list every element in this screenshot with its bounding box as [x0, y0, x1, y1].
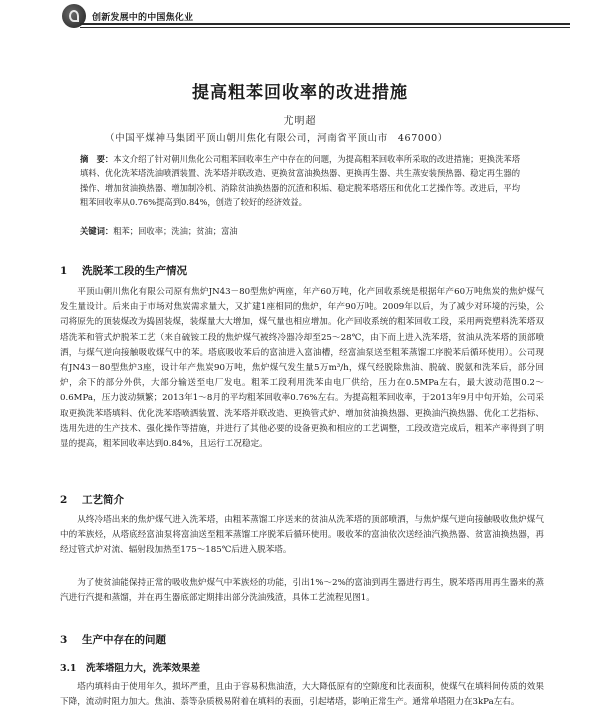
paper-title: 提高粗苯回收率的改进措施: [192, 83, 408, 103]
author-name: 尤明超: [283, 116, 317, 127]
abstract-label: 摘 要：: [80, 154, 114, 164]
journal-name: 创新发展中的中国焦化业: [92, 13, 194, 23]
subsection-number: 3.1: [60, 663, 77, 674]
keywords-text: 粗苯；回收率；洗油；贫油；富油: [113, 226, 238, 236]
section-title: 生产中存在的问题: [82, 634, 166, 646]
section-number: 3: [60, 634, 68, 646]
abstract-block: [80, 152, 520, 210]
journal-header: [0, 0, 600, 40]
section-title: 洗脱苯工段的生产情况: [82, 265, 187, 277]
section-1-paragraph: 平顶山朝川焦化有限公司原有焦炉JN43－80型焦炉两座，年产60万吨，化产回收系统是根据年产60万吨焦炭的焦炉煤气发生量设计。后来由于市场对焦炭需求量大，又扩建1座相同的焦炉，年产90万吨。2009年以后，为了减少对环境的污染，公司将原先的顶装煤改为捣固装煤，装煤量大大增加，煤气量也相应增加。化产回收系统的粗苯回收工段，采用两瓷塑料洗苯塔双塔洗苯和管式炉脱苯工艺（来自硫铵工段的焦炉煤气被终冷器冷却至25～28℃，由下而上进入洗苯塔，贫油从洗苯塔的顶部喷洒，与煤气逆向接触吸收煤气中的苯。塔底吸收苯后的富油进入富油槽，经富油泵送至粗苯蒸馏工序脱苯后循环使用）。公司现有JN43－80型焦炉3座，设计年产焦炭90万吨，焦炉煤气发生量5万m³/h，煤气经脱除焦油、脱硫、脱氨和洗苯后，部分回炉，余下的部分外供，大部分输送至电厂发电。粗苯工段利用洗苯由电厂供给，压力在0.5MPa左右，最大波动范围0.2～0.6MPa，压力波动频繁；2013年1～8月的平均粗苯回收率0.76%左右。为提高粗苯回收率，于2013年9月中旬开始，公司采取更换洗苯塔填料、优化洗苯塔喷洒装置、洗苯塔并联改造、更换管式炉、增加贫油换热器、更换油汽换热器、优化工艺指标、选用先进的生产技术、强化操作等措施，并进行了其他必要的设备更换和相应的工艺调整，工段改造完成后，粗苯产率得到了明显的提高，粗苯回收率达到0.84%，且运行工况稳定。: [60, 287, 544, 450]
header-rule-thin: [80, 27, 570, 28]
section-heading-1: [60, 263, 187, 278]
subsection-3-1-paragraph: 塔内填料由于使用年久，损坏严重，且由于容易积焦油渣，大大降低原有的空隙度和比表面积，使煤气在填料间传质的效果下降，流动时阻力加大。焦油、萘等杂质极易附着在填料的表面，引起堵塔，影响正常生产。通常单塔阻力在3kPa左右。: [60, 682, 544, 708]
section-2-paragraph-1: 从终冷塔出来的焦炉煤气进入洗苯塔，由粗苯蒸馏工序送来的贫油从洗苯塔的顶部喷洒，与焦炉煤气逆向接触吸收焦炉煤气中的苯族烃，从塔底经富油泵将富油送至粗苯蒸馏工序脱苯后循环使用。吸收苯的富油依次送经油汽换热器、贫富油换热器，再经过管式炉对流、辐射段加热至175～185℃后进入脱苯塔。: [60, 515, 544, 556]
keywords-block: [80, 224, 520, 238]
section-2-paragraph-2: 为了使贫油能保持正常的吸收焦炉煤气中苯族烃的功能，引出1%～2%的富油到再生器进行再生，脱苯塔再用再生器来的蒸汽进行汽提和蒸馏，并在再生器底部定期排出部分洗油残渣，具体工艺流程见图1。: [60, 578, 544, 604]
section-title: 工艺简介: [82, 494, 124, 506]
author-affiliation: （中国平煤神马集团平顶山朝川焦化有限公司，河南省平顶山市 467000）: [105, 133, 448, 144]
subsection-title: 洗苯塔阻力大，洗苯效果差: [86, 663, 201, 674]
section-heading-3: [60, 632, 166, 647]
header-rule-thick: [80, 23, 570, 25]
subsection-heading-3-1: [60, 660, 200, 674]
section-number: 1: [60, 265, 68, 277]
section-heading-2: [60, 492, 124, 507]
abstract-text: 本文介绍了针对朝川焦化公司粗苯回收率生产中存在的问题，为提高粗苯回收率所采取的改进措施；更换洗苯塔填料、优化洗苯塔洗油喷洒装置、洗苯塔并联改造、更换贫富油换热器、更换再生器、共生蒸安装预热器、稳定再生器的操作、增加贫油换热器、增加制冷机、消除贫油换热器的沉渣和积垢、稳定脱苯塔塔压和优化工艺操作等。改进后，平均粗苯回收率从0.76%提高到0.84%，创造了较好的经济效益。: [80, 154, 520, 208]
section-number: 2: [60, 494, 68, 506]
keywords-label: 关键词：: [80, 226, 114, 236]
